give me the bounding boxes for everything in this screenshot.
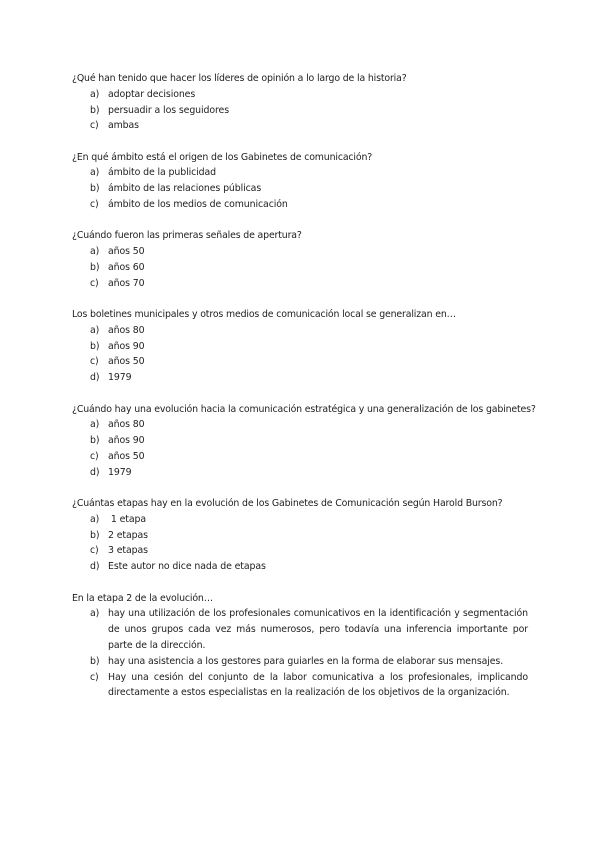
- option-list: [72, 244, 528, 291]
- option-list: [72, 606, 528, 701]
- option-c: [72, 118, 528, 134]
- question-5: [72, 402, 536, 481]
- option-d: [72, 370, 528, 386]
- option-marker: b): [90, 104, 100, 116]
- option-text: años 50: [108, 356, 145, 368]
- question-text: En la etapa 2 de la evolución…: [72, 592, 213, 604]
- option-text: años 50: [108, 450, 145, 462]
- option-text: años 60: [108, 261, 145, 273]
- option-marker: a): [90, 167, 100, 179]
- question-text: ¿Cuándo hay una evolución hacia la comunicación estratégica y una generalización de los gabinetes?: [72, 403, 536, 415]
- option-marker: a): [90, 88, 100, 100]
- option-a: [72, 87, 528, 103]
- option-a: [72, 512, 528, 528]
- option-text: 2 etapas: [108, 529, 148, 541]
- option-marker: c): [90, 199, 99, 211]
- option-d: [72, 465, 528, 481]
- option-b: [72, 654, 528, 670]
- option-b: [72, 528, 528, 544]
- option-marker: d): [90, 372, 100, 384]
- question-2: [72, 150, 528, 213]
- option-marker: b): [90, 435, 100, 447]
- question-text: Los boletines municipales y otros medios de comunicación local se generalizan en…: [72, 309, 456, 321]
- option-marker: a): [90, 246, 100, 258]
- option-b: [72, 181, 528, 197]
- option-marker: b): [90, 183, 100, 195]
- option-marker: c): [90, 356, 99, 368]
- option-marker: b): [90, 340, 100, 352]
- option-b: [72, 260, 528, 276]
- option-text: Hay una cesión del conjunto de la labor comunicativa a los profesionales, implicando directamente a estos especialistas en la realización de los objetivos de la organización.: [108, 671, 528, 699]
- option-marker: b): [90, 261, 100, 273]
- option-text: ámbito de las relaciones públicas: [108, 183, 262, 195]
- question-text: ¿Qué han tenido que hacer los líderes de opinión a lo largo de la historia?: [72, 73, 407, 84]
- option-text: años 80: [108, 419, 145, 431]
- option-c: [72, 276, 528, 292]
- option-text: persuadir a los seguidores: [108, 104, 230, 116]
- option-text: ambas: [108, 120, 139, 132]
- option-b: [72, 103, 528, 119]
- option-marker: b): [90, 529, 100, 541]
- option-a: [72, 323, 528, 339]
- option-text: ámbito de los medios de comunicación: [108, 199, 288, 211]
- option-marker: c): [90, 671, 99, 683]
- option-b: [72, 433, 528, 449]
- option-c: [72, 670, 528, 702]
- option-text: años 70: [108, 277, 145, 289]
- option-marker: a): [90, 608, 100, 620]
- option-marker: c): [90, 277, 99, 289]
- option-list: [72, 165, 528, 212]
- option-text: años 90: [108, 340, 145, 352]
- option-marker: a): [90, 513, 100, 525]
- question-text: ¿En qué ámbito está el origen de los Gabinetes de comunicación?: [72, 151, 373, 163]
- option-c: [72, 197, 528, 213]
- option-text: 1979: [108, 466, 132, 478]
- option-b: [72, 339, 528, 355]
- option-text: 1 etapa: [108, 513, 147, 525]
- option-text: años 50: [108, 246, 145, 258]
- option-c: [72, 354, 528, 370]
- option-text: hay una utilización de los profesionales comunicativos en la identificación y segmentación de unos grupos cada vez más numerosos, pero todavía una inferencia importante por parte de la dirección.: [108, 608, 528, 651]
- option-text: años 80: [108, 324, 145, 336]
- option-marker: b): [90, 655, 100, 667]
- option-a: [72, 244, 528, 260]
- option-marker: c): [90, 120, 99, 132]
- option-text: años 90: [108, 435, 145, 447]
- question-text: ¿Cuándo fueron las primeras señales de apertura?: [72, 230, 302, 242]
- question-1: [72, 71, 528, 134]
- option-marker: a): [90, 324, 100, 336]
- option-list: [72, 417, 528, 480]
- option-list: [72, 323, 528, 386]
- option-d: [72, 559, 528, 575]
- option-marker: c): [90, 545, 99, 557]
- option-c: [72, 449, 528, 465]
- option-marker: d): [90, 561, 100, 573]
- option-marker: a): [90, 419, 100, 431]
- option-text: adoptar decisiones: [108, 88, 196, 100]
- question-4: [72, 307, 528, 386]
- question-3: [72, 228, 528, 291]
- option-marker: d): [90, 466, 100, 478]
- option-c: [72, 543, 528, 559]
- option-text: 3 etapas: [108, 545, 148, 557]
- question-text: ¿Cuántas etapas hay en la evolución de los Gabinetes de Comunicación según Harold Burson?: [72, 498, 503, 510]
- option-a: [72, 606, 528, 653]
- option-marker: c): [90, 450, 99, 462]
- option-text: hay una asistencia a los gestores para guiarles en la forma de elaborar sus mensajes.: [108, 655, 504, 667]
- option-list: [72, 87, 528, 134]
- option-text: 1979: [108, 372, 132, 384]
- quiz-content: [72, 71, 536, 717]
- option-text: Este autor no dice nada de etapas: [108, 561, 266, 573]
- option-list: [72, 512, 528, 575]
- question-7: [72, 591, 528, 702]
- option-a: [72, 165, 528, 181]
- option-a: [72, 417, 528, 433]
- question-6: [72, 496, 528, 575]
- option-text: ámbito de la publicidad: [108, 167, 217, 179]
